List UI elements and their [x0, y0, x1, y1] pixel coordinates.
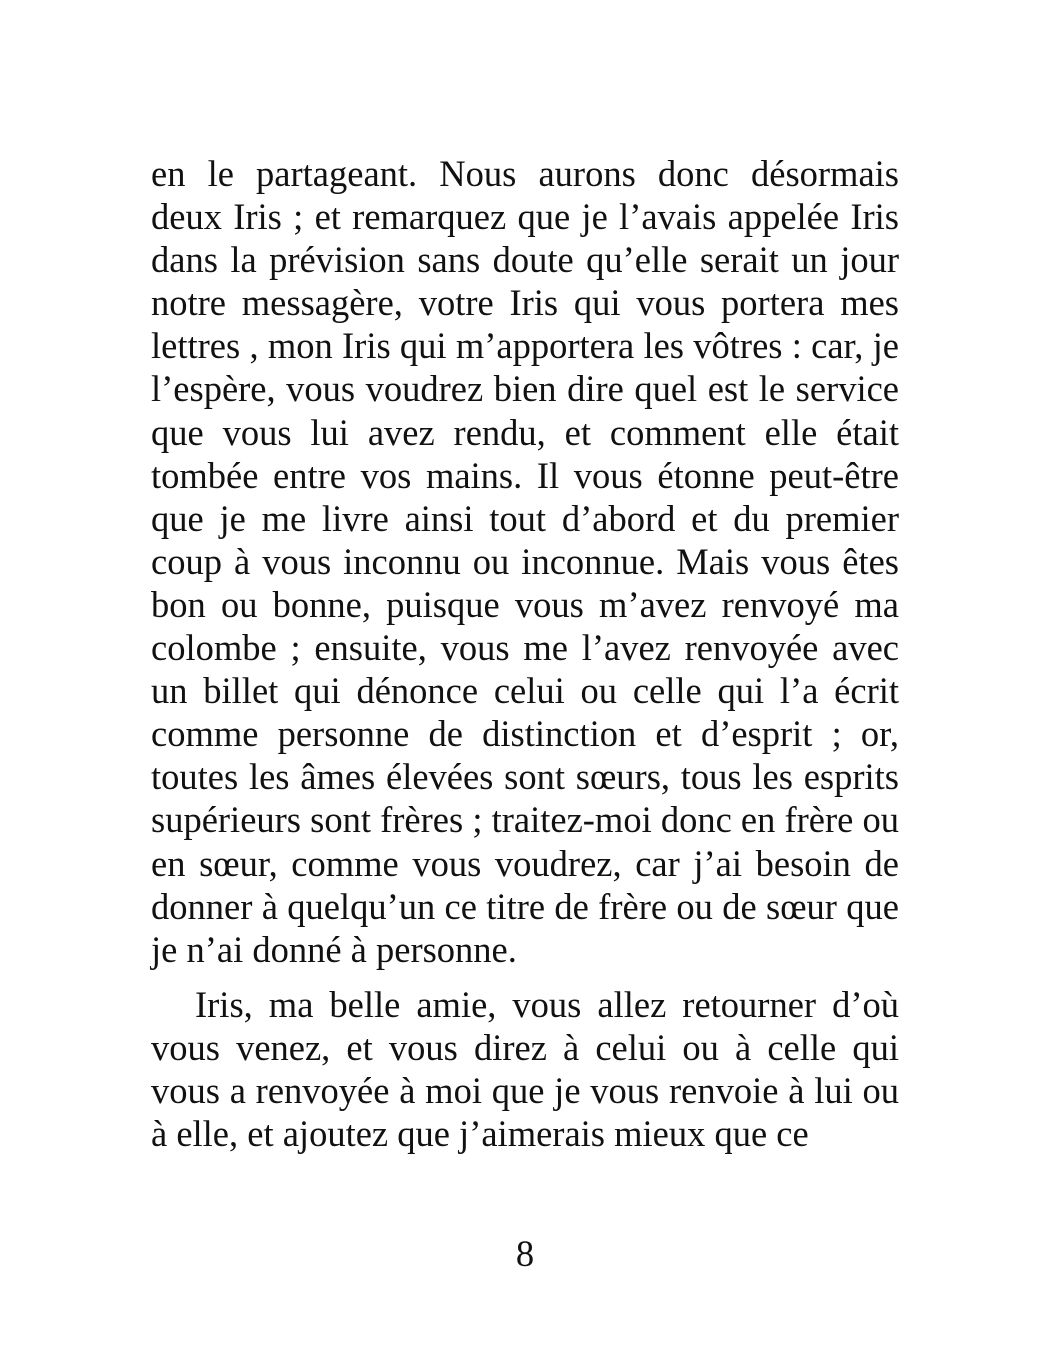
paragraph-iris: Iris, ma belle amie, vous allez retourner d’où vous venez, et vous direz à celui ou à celle qui vous a renvoyée à moi que je vous renvoie à lui ou à elle, et ajoutez que j’aimerais mieux que ce	[151, 983, 899, 1155]
page-number: 8	[515, 1233, 535, 1274]
paragraph-continued: en le partageant. Nous aurons donc désormais deux Iris ; et remarquez que je l’avais appelée Iris dans la prévision sans doute qu’elle serait un jour notre messagère, votre Iris qui vous portera mes lettres , mon Iris qui m’apportera les vôtres : car, je l’espère, vous voudrez bien dire quel est le service que vous lui avez rendu, et comment elle était tombée entre vos mains. Il vous étonne peut-être que je me livre ainsi tout d’abord et du premier coup à vous inconnu ou inconnue. Mais vous êtes bon ou bonne, puisque vous m’avez renvoyé ma colombe ; ensuite, vous me l’avez renvoyée avec un billet qui dénonce celui ou celle qui l’a écrit comme personne de distinction et d’esprit ; or, toutes les âmes élevées sont sœurs, tous les esprits supérieurs sont frères ; traitez-moi donc en frère ou en sœur, comme vous voudrez, car j’ai besoin de donner à quelqu’un ce titre de frère ou de sœur que je n’ai donné à personne.	[151, 153, 899, 970]
body-text	[151, 152, 899, 1155]
